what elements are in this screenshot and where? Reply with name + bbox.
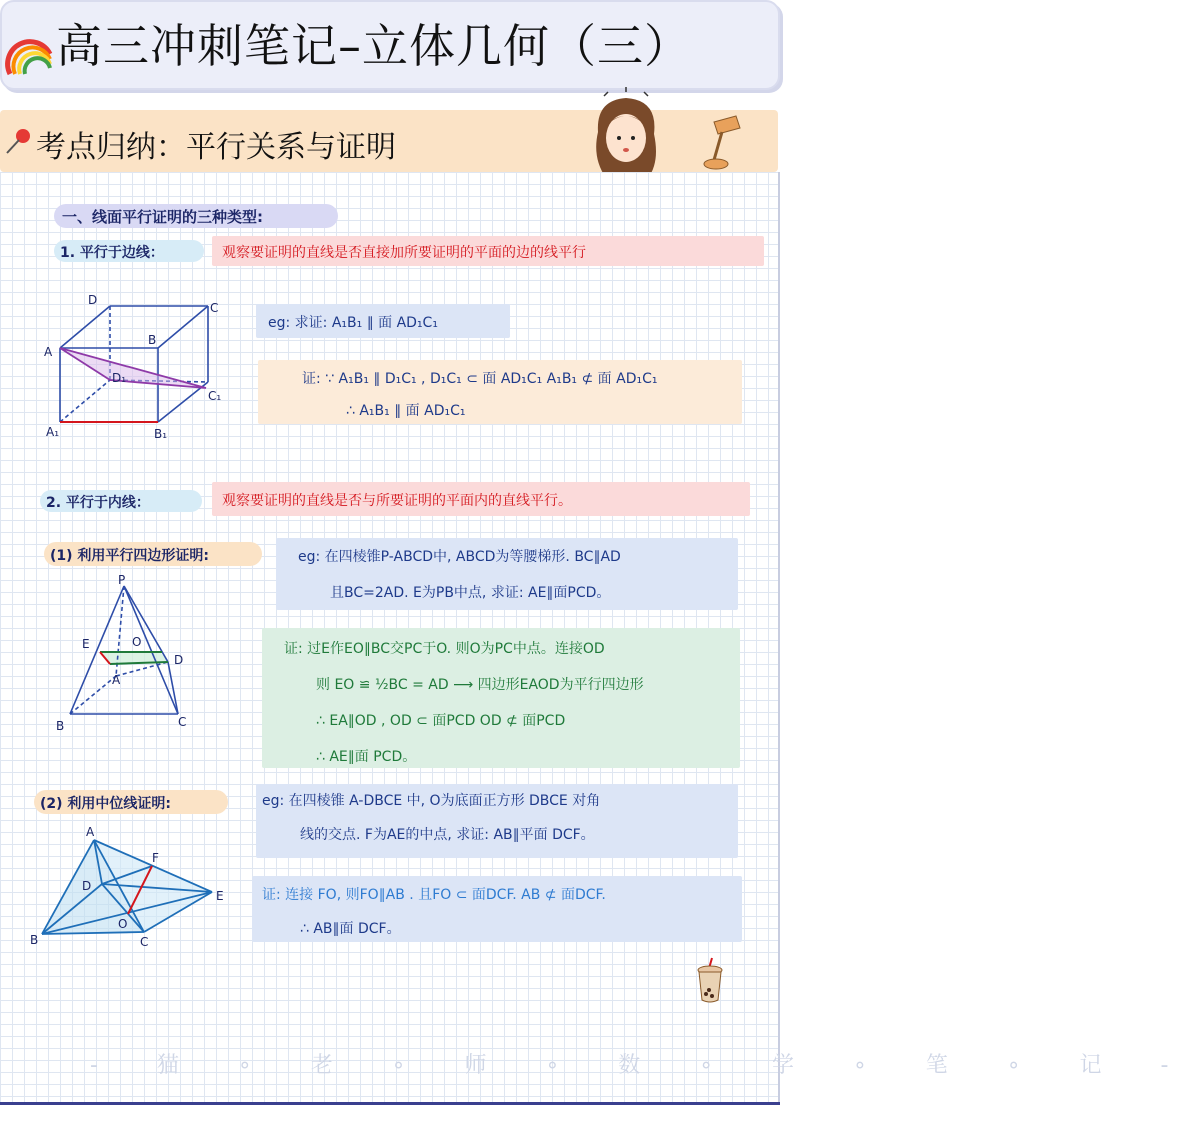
sub2-example-line2: 线的交点. F为AE的中点, 求证: AB∥平面 DCF。 xyxy=(300,827,595,843)
sub2-label: (2) 利用中位线证明: xyxy=(40,796,172,812)
pyramid2-label-a: A xyxy=(86,825,95,839)
cube-figure xyxy=(38,290,238,454)
desk-lamp-icon xyxy=(700,112,750,176)
pushpin-icon xyxy=(4,126,34,160)
sub2-example-line1: eg: 在四棱锥 A-DBCE 中, O为底面正方形 DBCE 对角 xyxy=(262,793,601,809)
pyramid-label-c: C xyxy=(178,715,187,729)
cube-label-a: A xyxy=(44,345,53,359)
type1-hint: 观察要证明的直线是否直接加所要证明的平面的边的线平行 xyxy=(222,245,586,261)
sub1-proof-line1: 证: 过E作EO∥BC交PC于O. 则O为PC中点。连接OD xyxy=(284,641,605,657)
bottom-border xyxy=(0,1102,780,1105)
sub1-example-line2: 且BC=2AD. E为PB中点, 求证: AE∥面PCD。 xyxy=(330,585,611,601)
type2-hint: 观察要证明的直线是否与所要证明的平面内的直线平行。 xyxy=(222,493,572,509)
type1-example: eg: 求证: A₁B₁ ∥ 面 AD₁C₁ xyxy=(268,315,438,331)
section-heading: 考点归纳：平行关系与证明 xyxy=(36,130,396,165)
pyramid-label-e: E xyxy=(82,637,90,651)
topic-heading: 一、线面平行证明的三种类型: xyxy=(62,208,263,226)
type2-label: 2. 平行于内线： xyxy=(46,495,150,511)
pyramid2-label-o: O xyxy=(118,917,128,931)
cube-label-a1: A₁ xyxy=(46,425,60,439)
pyramid2-label-f: F xyxy=(152,851,159,865)
sub1-proof-line2: 则 EO ≌ ½BC = AD ⟶ 四边形EAOD为平行四边形 xyxy=(316,677,644,693)
watermark: - 猫 ∘ 老 ∘ 师 ∘ 数 ∘ 学 ∘ 笔 ∘ 记 - xyxy=(90,1053,1194,1078)
pyramid2-label-c: C xyxy=(140,935,149,949)
cube-label-c: C xyxy=(210,301,219,315)
pyramid-label-b: B xyxy=(56,719,65,733)
cube-label-d1: D₁ xyxy=(112,371,127,385)
type1-proof-line1: 证: ∵ A₁B₁ ∥ D₁C₁ , D₁C₁ ⊂ 面 AD₁C₁ A₁B₁ ⊄ 面 AD₁C₁ xyxy=(302,371,658,387)
sub1-label: (1) 利用平行四边形证明: xyxy=(50,548,210,564)
pyramid-dbce-figure xyxy=(30,822,230,956)
pyramid-figure xyxy=(50,572,210,746)
cube-label-c1: C₁ xyxy=(208,389,222,403)
pyramid-label-p: P xyxy=(118,573,126,587)
rainbow-icon xyxy=(6,30,54,78)
sub2-proof-line1: 证: 连接 FO, 则FO∥AB . 且FO ⊂ 面DCF. AB ⊄ 面DCF. xyxy=(262,887,606,903)
page-title: 高三冲刺笔记–立体几何（三） xyxy=(56,19,691,73)
pyramid-label-a: A xyxy=(112,673,121,687)
pyramid2-label-d: D xyxy=(82,879,92,893)
type1-proof-line2: ∴ A₁B₁ ∥ 面 AD₁C₁ xyxy=(346,403,466,419)
sub2-proof-line2: ∴ AB∥面 DCF。 xyxy=(300,921,401,937)
pyramid2-label-e: E xyxy=(216,889,224,903)
bubble-tea-icon xyxy=(694,958,726,1008)
sub1-example-line1: eg: 在四棱锥P-ABCD中, ABCD为等腰梯形. BC∥AD xyxy=(298,549,621,565)
sub1-proof-line4: ∴ AE∥面 PCD。 xyxy=(316,749,417,765)
cube-label-d: D xyxy=(88,293,98,307)
pyramid2-label-b: B xyxy=(30,933,39,947)
pyramid-label-d: D xyxy=(174,653,184,667)
cube-label-b: B xyxy=(148,333,157,347)
type1-label: 1. 平行于边线： xyxy=(60,245,164,261)
cube-label-b1: B₁ xyxy=(154,427,168,441)
sub1-proof-line3: ∴ EA∥OD , OD ⊂ 面PCD OD ⊄ 面PCD xyxy=(316,713,566,729)
pyramid-label-o: O xyxy=(132,635,142,649)
